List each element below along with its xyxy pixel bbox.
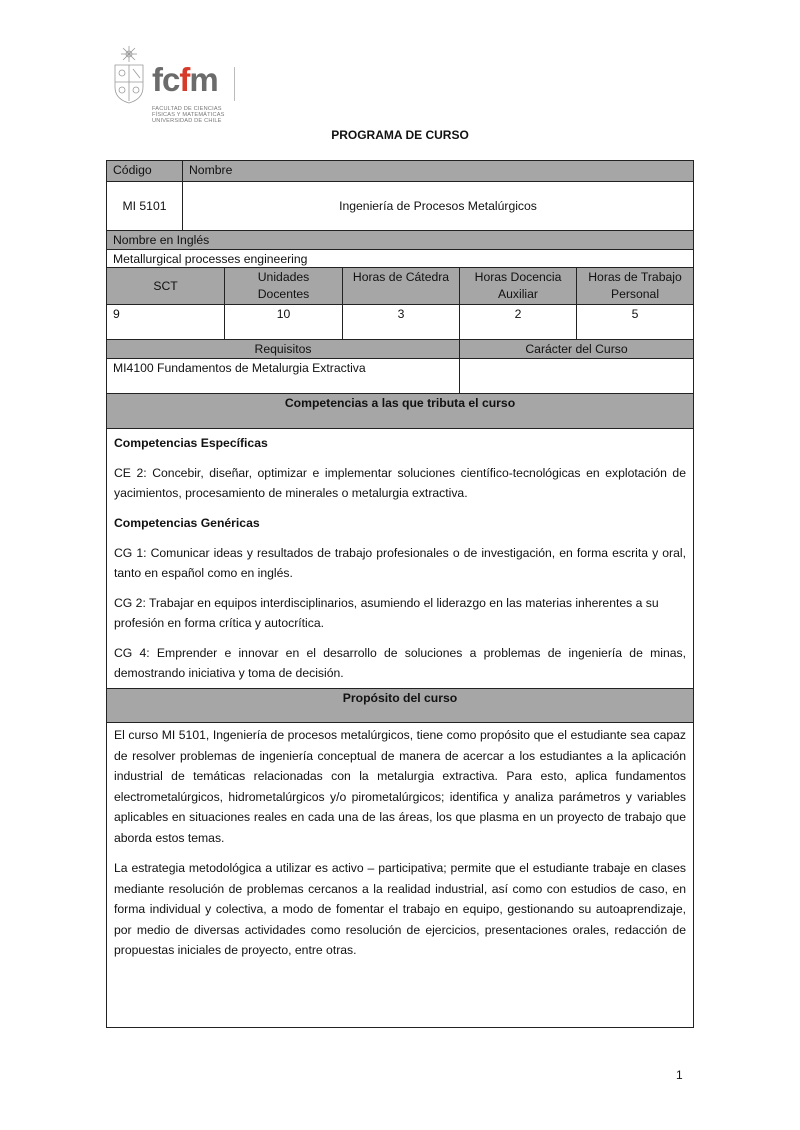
sct-header: SCT (153, 279, 178, 293)
university-crest-icon (112, 45, 146, 105)
competencia-cg2: CG 2: Trabajar en equipos interdisciplinarios, asumiendo el liderazgo en las materias inherentes a su profesión en forma crítica y autocrítica. (114, 596, 659, 630)
unidades-docentes-header: Unidades Docentes (224, 268, 342, 304)
caracter-label: Carácter del Curso (459, 340, 693, 358)
horas-catedra-value: 3 (342, 305, 459, 339)
competencia-cg1: CG 1: Comunicar ideas y resultados de trabajo profesionales o de investigación, en forma escrita y oral, tanto en español como en inglés. (114, 546, 686, 580)
competencias-genericas-title: Competencias Genéricas (114, 516, 260, 530)
page-number: 1 (676, 1068, 683, 1082)
fcfm-wordmark: fcfm (152, 61, 218, 98)
competencias-body-row (107, 428, 693, 688)
requirements-header-row (107, 339, 693, 358)
english-name-row (107, 249, 693, 267)
unidades-docentes-value: 10 (224, 305, 342, 339)
hours-header-row (107, 267, 693, 304)
proposito-body (107, 723, 693, 1027)
fcfm-logo (112, 45, 242, 130)
proposito-header-row (107, 688, 693, 722)
codigo-label: Código (113, 163, 152, 177)
competencias-header-row (107, 393, 693, 428)
proposito-paragraph-2: La estrategia metodológica a utilizar es activo – participativa; permite que el estudiante trabaje en clases mediante resolución de problemas cercanos a la realidad industrial, así como con estudios de caso, en forma individual y colectiva, a modo de fomentar el trabajo en equipo, gestionando su autoaprendizaje, por medio de diversas actividades como resolución de ejercicios, presentaciones orales, redacción de propuestas iniciales de proyecto, entre otras. (114, 861, 686, 957)
competencias-header: Competencias a las que tributa el curso (284, 396, 516, 410)
competencia-ce2: CE 2: Concebir, diseñar, optimizar e implementar soluciones científico-tecnológicas en explotación de yacimientos, procesamiento de minerales o metalurgia extractiva. (114, 466, 686, 500)
competencia-cg4: CG 4: Emprender e innovar en el desarrollo de soluciones a problemas de ingeniería de minas, demostrando iniciativa y toma de decisión. (114, 646, 686, 680)
sct-value: 9 (113, 307, 120, 321)
course-name-english: Metallurgical processes engineering (113, 252, 308, 266)
faculty-name: FACULTAD DE CIENCIAS FÍSICAS Y MATEMÁTICAS UNIVERSIDAD DE CHILE (152, 106, 225, 125)
proposito-header: Propósito del curso (342, 691, 458, 705)
course-program-table (106, 160, 694, 1028)
hours-values-row (107, 304, 693, 339)
logo-divider (234, 67, 235, 101)
code-name-row (107, 181, 693, 230)
horas-trabajo-personal-header: Horas de Trabajo Personal (576, 268, 693, 304)
requisitos-value: MI4100 Fundamentos de Metalurgia Extractiva (113, 361, 366, 375)
code-name-header-row (107, 161, 693, 181)
course-code: MI 5101 (122, 199, 167, 213)
proposito-body-row (107, 722, 693, 1027)
requirements-row (107, 358, 693, 393)
horas-docencia-auxiliar-value: 2 (459, 305, 576, 339)
requisitos-label: Requisitos (254, 342, 312, 356)
proposito-paragraph-1: El curso MI 5101, Ingeniería de procesos metalúrgicos, tiene como propósito que el estudiante sea capaz de resolver problemas de ingeniería conceptual de manera de acercar a los estudiantes a la aplicación industrial de temáticas relacionadas con la metalurgia extractiva. Para esto, aplica fundamentos electrometalúrgicos, hidrometalúrgicos y/o pirometalúrgicos; identifica y analiza parámetros y variables aplicables en situaciones reales en cada una de las áreas, los que plasma en un proyecto de trabajo que aborda estos temas. (114, 728, 686, 845)
nombre-label: Nombre (182, 161, 693, 181)
horas-docencia-auxiliar-header: Horas Docencia Auxiliar (459, 268, 576, 304)
nombre-ingles-label: Nombre en Inglés (113, 233, 210, 247)
horas-catedra-header: Horas de Cátedra (342, 268, 459, 304)
page-title: PROGRAMA DE CURSO (331, 128, 469, 142)
horas-trabajo-personal-value: 5 (576, 305, 693, 339)
caracter-value (459, 359, 693, 393)
competencias-body (107, 429, 693, 688)
english-name-header-row (107, 230, 693, 249)
course-name: Ingeniería de Procesos Metalúrgicos (182, 182, 693, 230)
competencias-especificas-title: Competencias Específicas (114, 436, 268, 450)
